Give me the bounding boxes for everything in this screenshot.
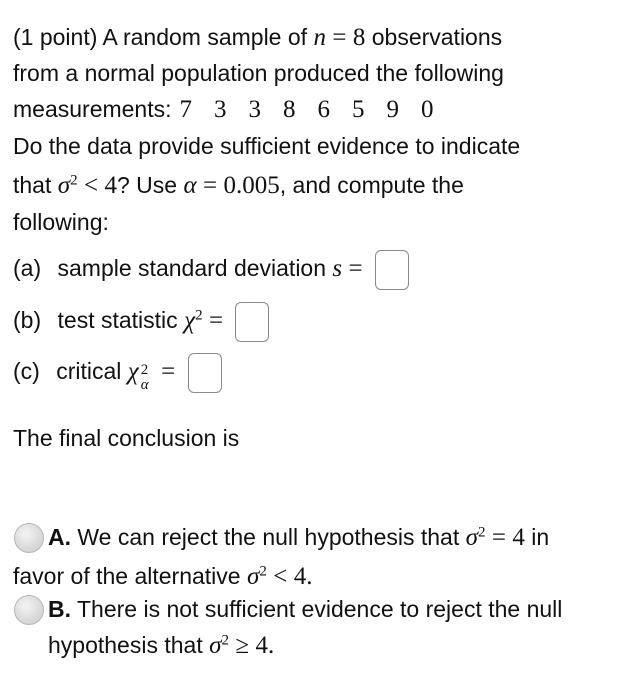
use-text: ? Use [117,172,178,198]
less-than-sign: < [84,172,99,199]
chi-symbol: χ [184,307,196,335]
measurement-value: 3 [214,96,227,123]
problem-line-2 [13,58,504,88]
problem-line-4 [13,131,520,161]
less-than-sign: < [273,563,288,590]
sigma-symbol: σ [246,563,260,590]
critical-value-answer-input[interactable] [188,353,222,393]
measurement-value: 8 [283,96,296,123]
intro-text: (1 point) A random sample of [13,24,308,50]
n-value: 8 [352,24,366,51]
part-b-text: test statistic [57,307,178,334]
option-a-in-text: in [531,524,550,550]
following-text: following: [13,209,109,235]
measurement-value: 7 [179,96,193,123]
greater-equal-sign: ≥ [235,632,250,659]
compute-text: , and compute the [279,172,464,198]
hypothesis-value: 4 [104,172,117,199]
part-b-label: (b) [13,307,42,334]
option-b-line-2 [48,630,274,661]
equals-sign: = [491,524,506,551]
option-a-radio[interactable] [14,523,44,553]
part-c [13,353,222,393]
part-c-text: critical [56,358,122,385]
period: . [267,632,275,659]
option-b-radio[interactable] [14,595,44,625]
period: . [306,563,313,590]
s-variable: s [332,255,343,283]
n-variable: n [313,24,326,51]
squared-exponent: 2 [140,362,149,378]
squared-exponent: 2 [259,563,267,580]
conclusion-text: The final conclusion is [13,425,240,451]
equals-sign: = [348,255,363,283]
measurements-label: measurements: [13,96,172,122]
problem-line-5 [13,170,464,201]
part-b [13,302,269,342]
option-b-line-1 [48,594,562,624]
squared-exponent: 2 [70,172,78,189]
equals-sign: = [332,24,347,51]
sigma-symbol: σ [209,632,222,659]
std-dev-answer-input[interactable] [375,250,409,290]
observations-text: observations [371,24,503,50]
option-a-line-1 [48,522,549,553]
hypothesis-value: 4 [512,524,525,551]
option-a-letter: A. [48,524,71,550]
hypothesis-value: 4 [255,632,268,659]
test-statistic-answer-input[interactable] [235,302,269,342]
option-b-letter: B. [48,596,71,622]
problem-line-1 [13,22,502,53]
equals-sign: = [203,172,218,199]
option-a-line-2 [13,561,312,592]
measurement-value: 9 [386,96,400,123]
sigma-symbol: σ [465,524,478,551]
squared-exponent: 2 [221,632,229,649]
problem-line-6 [13,207,109,237]
option-b-text-1: There is not sufficient evidence to reject the null [76,596,563,622]
measurement-value: 3 [248,96,262,123]
equals-sign: = [161,358,176,386]
part-a-label: (a) [13,255,42,282]
equals-sign: = [208,307,224,335]
alpha-symbol: α [183,172,197,199]
option-b-text-2: hypothesis that [48,632,203,658]
part-a-text: sample standard deviation [57,255,327,282]
hypothesis-value: 4 [293,563,307,590]
measurement-value: 6 [317,96,331,123]
squared-exponent: 2 [195,307,203,324]
measurement-value: 0 [421,96,434,123]
chi-symbol: χ [127,358,139,386]
sigma-symbol: σ [57,172,71,199]
part-c-label: (c) [13,358,40,385]
problem-line-3 [13,94,434,125]
chi-sub-sup [139,362,155,393]
measurement-list [172,96,434,122]
population-text: from a normal population produced the following [13,60,504,86]
squared-exponent: 2 [477,524,486,541]
option-a-text-2: favor of the alternative [13,563,241,589]
part-a [13,250,409,290]
option-a-text-1: We can reject the null hypothesis that [77,524,460,550]
measurement-value: 5 [352,96,365,123]
alpha-value: 0.005 [223,172,280,199]
alpha-subscript: α [140,377,149,393]
that-text: that [13,172,52,198]
conclusion-label [13,423,239,453]
question-text: Do the data provide sufficient evidence to indicate [13,133,521,159]
